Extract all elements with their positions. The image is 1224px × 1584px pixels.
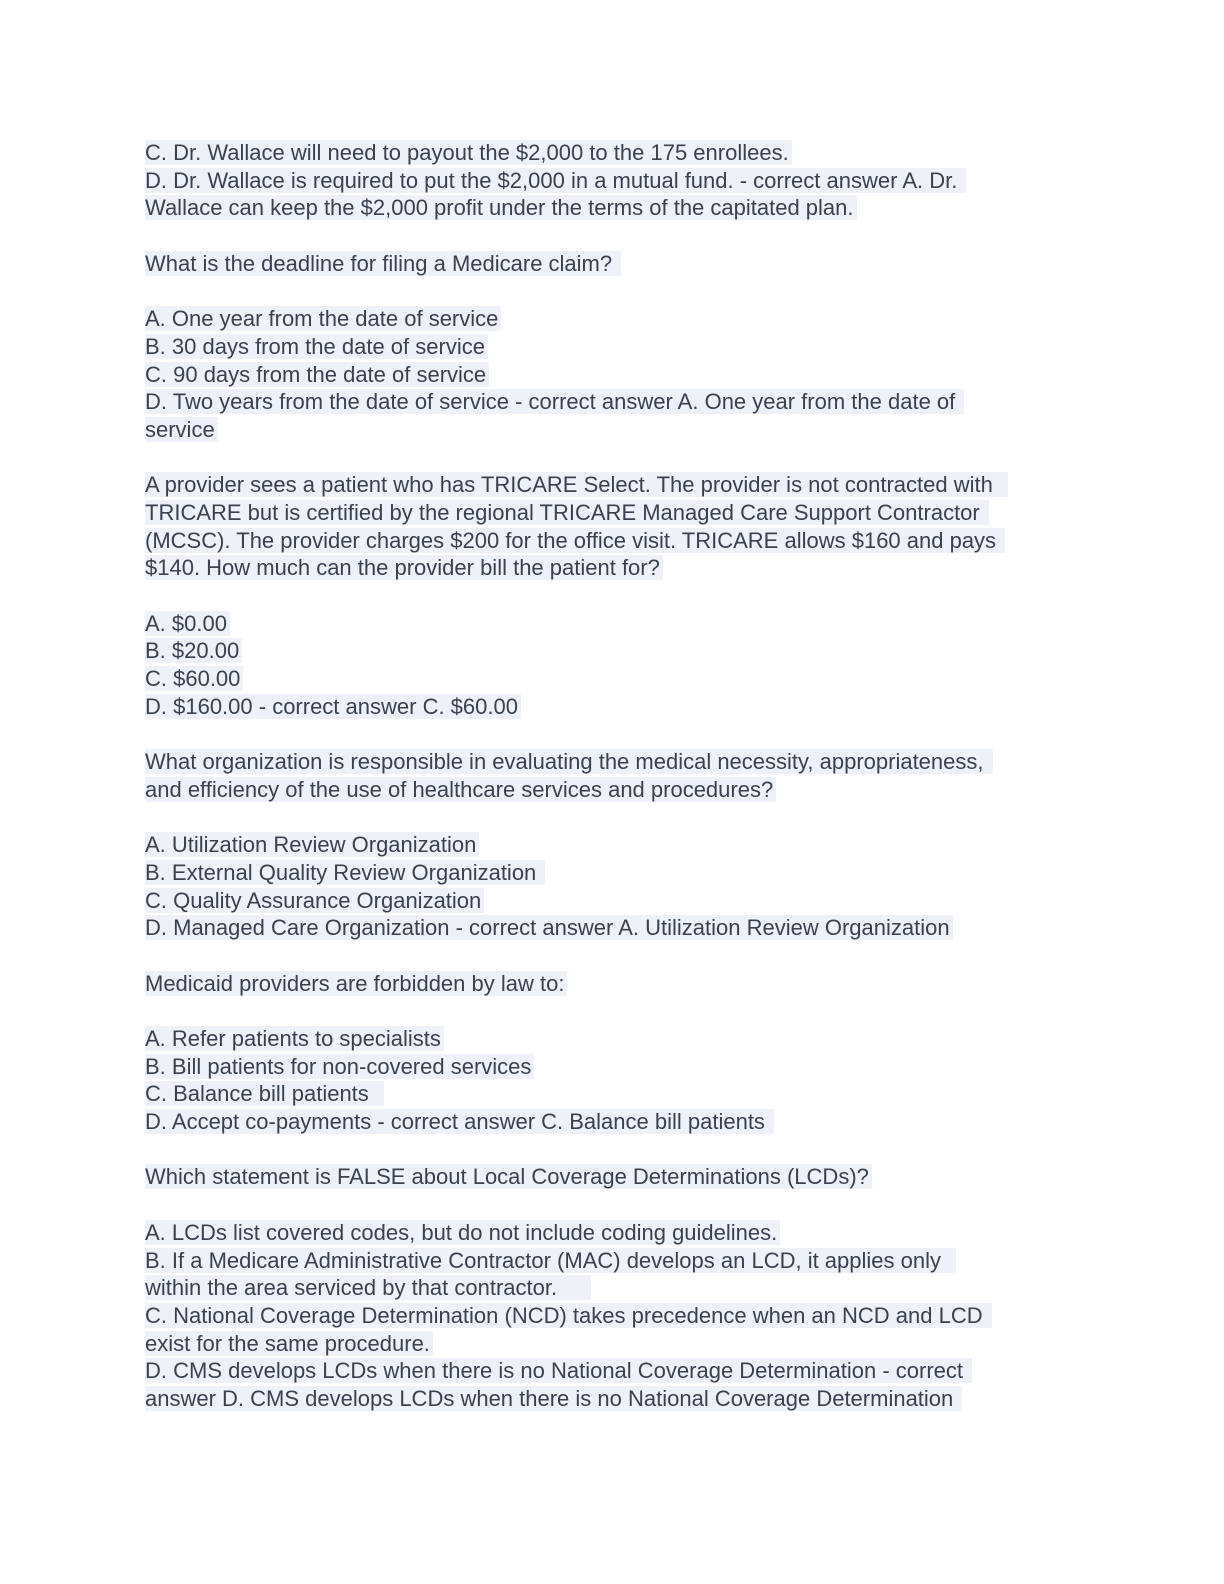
highlighted-text: B. Bill patients for non-covered services — [145, 1054, 534, 1079]
blank-line — [145, 444, 1008, 472]
highlighted-text: within the area serviced by that contractor. — [145, 1275, 591, 1300]
highlighted-text: A provider sees a patient who has TRICARE Select. The provider is not contracted with — [145, 472, 1008, 497]
text-line — [145, 914, 1008, 942]
highlighted-text: TRICARE but is certified by the regional TRICARE Managed Care Support Contractor — [145, 500, 989, 525]
highlighted-text: B. $20.00 — [145, 638, 242, 663]
text-line — [145, 305, 1008, 333]
text-line — [145, 388, 1008, 416]
highlighted-text: C. Dr. Wallace will need to payout the $2,000 to the 175 enrollees. — [145, 140, 792, 165]
highlighted-text: C. Balance bill patients — [145, 1081, 384, 1106]
highlighted-text: answer D. CMS develops LCDs when there is no National Coverage Determination — [145, 1386, 962, 1411]
blank-line — [145, 1191, 1008, 1219]
highlighted-text: Which statement is FALSE about Local Coverage Determinations (LCDs)? — [145, 1164, 872, 1189]
text-line — [145, 1025, 1008, 1053]
blank-line — [145, 222, 1008, 250]
highlighted-text: What organization is responsible in evaluating the medical necessity, appropriateness, — [145, 749, 993, 774]
highlighted-text: Medicaid providers are forbidden by law to: — [145, 971, 567, 996]
highlighted-text: B. 30 days from the date of service — [145, 334, 488, 359]
text-line — [145, 416, 1008, 444]
text-line — [145, 527, 1008, 555]
text-line — [145, 1163, 1008, 1191]
blank-line — [145, 277, 1008, 305]
text-line — [145, 1053, 1008, 1081]
blank-line — [145, 1136, 1008, 1164]
highlighted-text: A. LCDs list covered codes, but do not include coding guidelines. — [145, 1220, 780, 1245]
text-line — [145, 1330, 1008, 1358]
highlighted-text: B. If a Medicare Administrative Contractor (MAC) develops an LCD, it applies only — [145, 1248, 956, 1273]
text-line — [145, 665, 1008, 693]
text-line — [145, 499, 1008, 527]
highlighted-text: What is the deadline for filing a Medicare claim? — [145, 251, 621, 276]
highlighted-text: A. Utilization Review Organization — [145, 832, 479, 857]
text-line — [145, 1274, 1008, 1302]
highlighted-text: C. Quality Assurance Organization — [145, 888, 484, 913]
highlighted-text: $140. How much can the provider bill the patient for? — [145, 555, 663, 580]
text-line — [145, 554, 1008, 582]
blank-line — [145, 804, 1008, 832]
highlighted-text: service — [145, 417, 218, 442]
text-line — [145, 1247, 1008, 1275]
text-line — [145, 194, 1008, 222]
text-line — [145, 139, 1008, 167]
text-line — [145, 693, 1008, 721]
text-line — [145, 1385, 1008, 1413]
text-line — [145, 1219, 1008, 1247]
text-line — [145, 471, 1008, 499]
text-line — [145, 748, 1008, 776]
highlighted-text: D. Two years from the date of service - correct answer A. One year from the date of — [145, 389, 964, 414]
blank-line — [145, 582, 1008, 610]
text-line — [145, 610, 1008, 638]
text-line — [145, 1080, 1008, 1108]
highlighted-text: exist for the same procedure. — [145, 1331, 433, 1356]
text-line — [145, 361, 1008, 389]
text-line — [145, 970, 1008, 998]
text-line — [145, 333, 1008, 361]
text-line — [145, 1302, 1008, 1330]
text-line — [145, 887, 1008, 915]
text-line — [145, 1357, 1008, 1385]
highlighted-text: and efficiency of the use of healthcare services and procedures? — [145, 777, 776, 802]
text-line — [145, 776, 1008, 804]
text-line — [145, 831, 1008, 859]
highlighted-text: A. One year from the date of service — [145, 306, 501, 331]
highlighted-text: B. External Quality Review Organization — [145, 860, 545, 885]
highlighted-text: D. CMS develops LCDs when there is no National Coverage Determination - correct — [145, 1358, 972, 1383]
text-line — [145, 859, 1008, 887]
highlighted-text: D. Managed Care Organization - correct answer A. Utilization Review Organization — [145, 915, 953, 940]
text-line — [145, 637, 1008, 665]
highlighted-text: A. Refer patients to specialists — [145, 1026, 444, 1051]
document-content — [145, 139, 1008, 1413]
highlighted-text: A. $0.00 — [145, 611, 230, 636]
highlighted-text: (MCSC). The provider charges $200 for the office visit. TRICARE allows $160 and pays — [145, 528, 1005, 553]
blank-line — [145, 997, 1008, 1025]
blank-line — [145, 720, 1008, 748]
text-line — [145, 250, 1008, 278]
text-line — [145, 167, 1008, 195]
highlighted-text: D. $160.00 - correct answer C. $60.00 — [145, 694, 521, 719]
highlighted-text: Wallace can keep the $2,000 profit under the terms of the capitated plan. — [145, 195, 857, 220]
blank-line — [145, 942, 1008, 970]
highlighted-text: C. National Coverage Determination (NCD) takes precedence when an NCD and LCD — [145, 1303, 992, 1328]
highlighted-text: D. Accept co-payments - correct answer C. Balance bill patients — [145, 1109, 774, 1134]
text-line — [145, 1108, 1008, 1136]
highlighted-text: D. Dr. Wallace is required to put the $2,000 in a mutual fund. - correct answer A. Dr. — [145, 168, 966, 193]
highlighted-text: C. 90 days from the date of service — [145, 362, 489, 387]
highlighted-text: C. $60.00 — [145, 666, 243, 691]
